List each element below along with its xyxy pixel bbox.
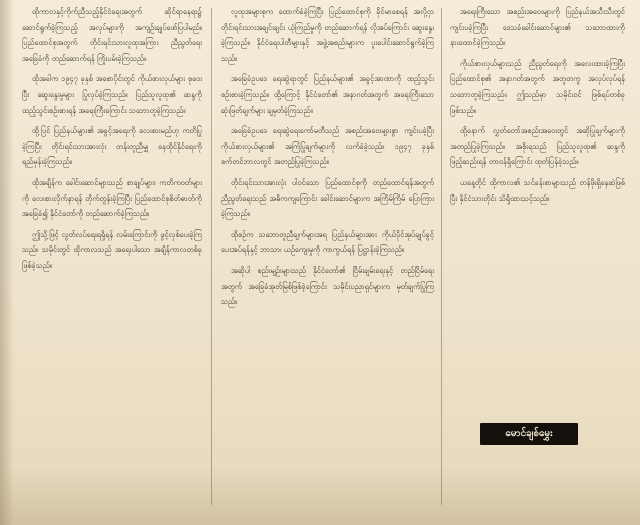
- page-edge-shading: [0, 465, 640, 525]
- paragraph: ထိုစဉ်က သဘောတူညီချက်များအရ ပြည်နယ်များအား ကိုယ်ပိုင်အုပ်ချုပ်ခွင့် ပေးအပ်ရန်နှင့် ဘာသာ၊ ယဉ်ကျေးမှုကို ကာကွယ်ရန် ပြဋ္ဌာန်းခဲ့ကြသည်။: [221, 229, 434, 255]
- paragraph: အခြေခံဥပဒေ ရေးဆွဲရေးကော်မတီသည် အစည်းအဝေးများစွာ ကျင်းပခဲ့ပြီး ကိုယ်စားလှယ်များ၏ အကြံပြုချက်များကို လက်ခံခဲ့သည်။ ၁၉၄၇ ခုနှစ် စက်တင်ဘာလတွင် အတည်ပြုခဲ့ကြသည်။: [221, 126, 434, 167]
- paragraph: ထိုအခါက ၁၉၄၇ ခုနှစ် အစောပိုင်းတွင် ကိုယ်စားလှယ်များ စုဝေးပြီး ဆွေးနွေးမှုများ ပြုလုပ်ခဲ့ကြသည်။ ပြည်သူလူထု၏ ဆန္ဒကို ထည့်သွင်းစဉ်းစားရန် အရေးကြီးကြောင်း သဘောတူခဲ့ကြသည်။: [22, 74, 202, 115]
- paragraph: ကိုယ်စားလှယ်များသည် ညီညွတ်ရေးကို အလေးထားခဲ့ကြပြီး ပြည်ထောင်စု၏ အနာဂတ်အတွက် အတူတကွ အလုပ်လုပ်ရန် သဘောတူခဲ့ကြသည်။ ဤသည်မှာ သမိုင်းဝင် ဖြစ်ရပ်တစ်ခုဖြစ်သည်။: [450, 58, 625, 115]
- column-divider: [211, 8, 212, 505]
- paragraph: ထိုကာလနှင့်ကိုက်ညီသည့်နိုင်ငံရေးအတွက် ဆိုင်ရာနေရာ၌ ဆောင်ရွက်ခဲ့ကြသည့် အလုပ်များကို အကျဉ်းချုပ်ဖော်ပြပါမည်။ ပြည်ထောင်စုအတွက် တိုင်းရင်းသားလူထုအကြား ညီညွတ်ရေးအခြေခံကို တည်ဆောက်ရန် ကြိုးပမ်းခဲ့ကြသည်။: [22, 7, 202, 63]
- paragraph: လူထုအများစုက ထောက်ခံခဲ့ကြပြီး ပြည်ထောင်စုကို ခိုင်မာစေရန် အလို့ငှာ တိုင်းရင်းသားအချင်းချင်း ယုံကြည်မှုကို တည်ဆောက်ရန် လိုအပ်ကြောင်း ဆွေးနွေးခဲ့ကြသည်။ နိုင်ငံရေးပါတီများနှင့် အဖွဲ့အစည်းများက ပူးပေါင်းဆောင်ရွက်ခဲ့ကြသည်။: [221, 7, 434, 63]
- article-column-1: [22, 4, 202, 513]
- paragraph: ထို့ပြင် ပြည်နယ်များ၏ အခွင့်အရေးကို လေးစားမည်ဟု ကတိပြုခဲ့ကြပြီး တိုင်းရင်းသားအားလုံး တန်းတူညီမျှ နေထိုင်နိုင်ရေးကို ရည်မှန်းခဲ့ကြသည်။: [22, 126, 202, 167]
- article-column-2: [221, 4, 434, 513]
- paragraph: ယနေ့တိုင် ထိုကာလ၏ သင်ခန်းစာများသည် တန်ဖိုးရှိနေဆဲဖြစ်ပြီး နိုင်ငံသားတိုင်း သိရှိထားသင့်သည်။: [450, 177, 625, 203]
- paragraph: အခြေခံဥပဒေ ရေးဆွဲရာတွင် ပြည်နယ်များ၏ အခွင့်အာဏာကို ထည့်သွင်းစဉ်းစားခဲ့ကြသည်။ ထို့ကြောင့် နိုင်ငံတော်၏ အနာဂတ်အတွက် အရေးကြီးသော ဆုံးဖြတ်ချက်များ ချမှတ်ခဲ့ကြသည်။: [221, 74, 434, 115]
- paragraph: ဤသို့ဖြင့် လွတ်လပ်ရေးရရှိရန် လမ်းကြောင်းကို ဖွင့်လှစ်ပေးခဲ့ကြသည်။ သမိုင်းတွင် ထိုကာလသည် အရေးပါသော အချိန်ကာလတစ်ခု ဖြစ်ခဲ့သည်။: [22, 229, 202, 270]
- paragraph: အရေးကြီးသော အစည်းအဝေးများကို ပြည်နယ်အသီးသီးတွင် ကျင်းပခဲ့ကြပြီး ဒေသခံခေါင်းဆောင်များ၏ သဘောထားကို နားထောင်ခဲ့ကြသည်။: [450, 7, 625, 48]
- author-byline: မောင်ချစ်မွှေး: [480, 423, 578, 445]
- page-fold-shadow: [0, 0, 14, 525]
- paragraph: အဆိုပါ စည်းမျဉ်းများသည် နိုင်ငံတော်၏ ငြိမ်းချမ်းရေးနှင့် တည်ငြိမ်ရေးအတွက် အခြေခံအုတ်မြစ်ဖြစ်ခဲ့ကြောင်း သမိုင်းပညာရှင်များက မှတ်ချက်ပြုကြသည်။: [221, 265, 434, 307]
- column-divider: [441, 8, 442, 505]
- paragraph: ထိုအချိန်က ခေါင်းဆောင်များသည် စာချုပ်များ၊ ကတိကဝတ်များကို လေးစားလိုက်နာရန် တိုက်တွန်းခဲ့ကြပြီး ပြည်ထောင်စုစိတ်ဓာတ်ကို အခြေခံ၍ နိုင်ငံတော်ကို တည်ဆောက်ခဲ့ကြသည်။: [22, 177, 202, 219]
- paragraph: တိုင်းရင်းသားအားလုံး ပါဝင်သော ပြည်ထောင်စုကို တည်ထောင်ရန်အတွက် ညီညွတ်ရေးသည် အဓိကကျကြောင်း ခေါင်းဆောင်များက အကြိမ်ကြိမ် ပြောကြားခဲ့ကြသည်။: [221, 177, 434, 219]
- paragraph: ထို့နောက် လွှတ်တော်အစည်းအဝေးတွင် အဆိုပြုချက်များကို အတည်ပြုခဲ့ကြသည်။ အစိုးရသည် ပြည်သူလူထု၏ ဆန္ဒကို ဖြည့်ဆည်းရန် တာဝန်ရှိကြောင်း ထုတ်ပြန်ခဲ့သည်။: [450, 126, 625, 167]
